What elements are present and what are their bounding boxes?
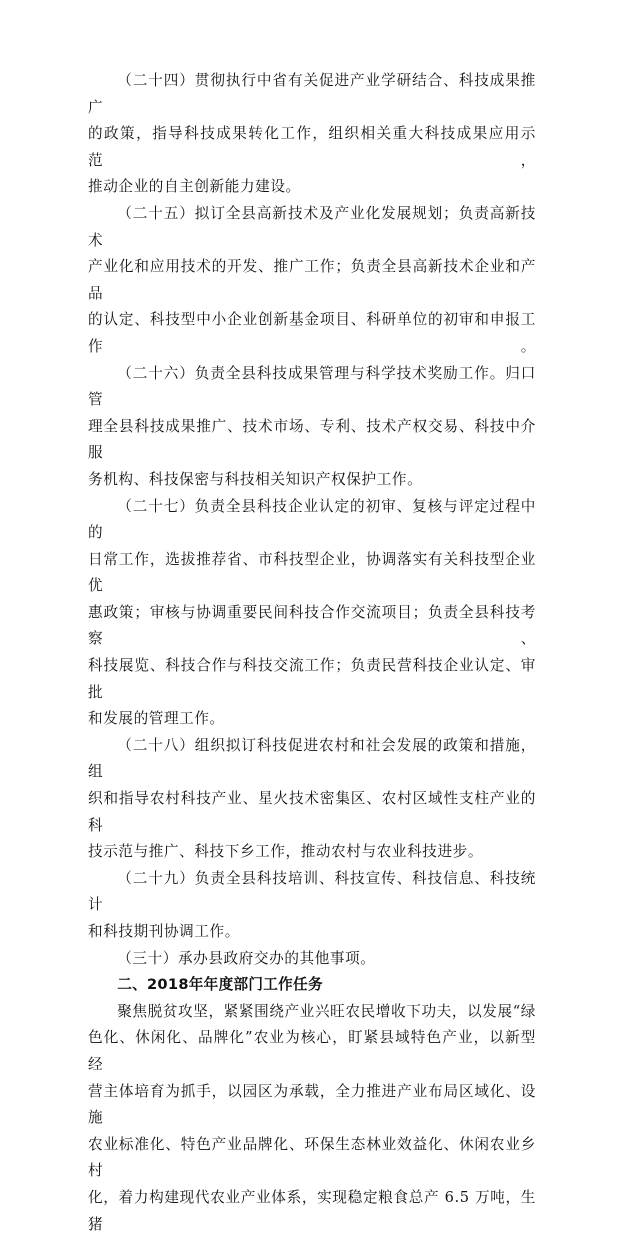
paragraph-25	[88, 201, 536, 361]
text-line: （二十五）拟订全县高新技术及产业化发展规划；负责高新技术	[88, 204, 536, 249]
text-line: 化，着力构建现代农业产业体系，实现稳定粮食总产 6.5 万吨，生猪	[88, 1188, 536, 1233]
text-line: 产业化和应用技术的开发、推广工作；负责全县高新技术企业和产品	[88, 258, 536, 302]
text-line: （二十七）负责全县科技企业认定的初审、复核与评定过程中的	[88, 497, 536, 542]
paragraph-28	[88, 733, 536, 866]
closing-paragraph	[88, 999, 536, 1238]
text-line: 聚焦脱贫攻坚，紧紧围绕产业兴旺农民增收下功夫，以发展“绿	[117, 1002, 536, 1020]
text-line: 技示范与推广、科技下乡工作，推动农村与农业科技进步。	[88, 843, 484, 861]
paragraph-30	[88, 946, 536, 973]
text-line: （二十八）组织拟订科技促进农村和社会发展的政策和措施，组	[88, 736, 536, 781]
text-line: （二十六）负责全县科技成果管理与科学技术奖励工作。归口管	[88, 364, 536, 409]
text-line: 农业标准化、特色产业品牌化、环保生态林业效益化、休闲农业乡村	[88, 1135, 536, 1180]
paragraph-27	[88, 494, 536, 733]
text-line: 务机构、科技保密与科技相关知识产权保护工作。	[88, 470, 423, 488]
text-line: 日常工作，选拔推荐省、市科技型企业，协调落实有关科技型企业优	[88, 550, 536, 595]
text-line: 色化、休闲化、品牌化”农业为核心，盯紧县域特色产业，以新型经	[88, 1029, 536, 1073]
paragraph-24	[88, 68, 536, 201]
paragraph-29	[88, 866, 536, 946]
text-line: 惠政策；审核与协调重要民间科技合作交流项目；负责全县科技考察、	[88, 603, 536, 648]
section-heading: 二、2018年年度部门工作任务	[117, 976, 323, 994]
text-line: （二十四）贯彻执行中省有关促进产业学研结合、科技成果推广	[88, 72, 536, 116]
text-line: 的认定、科技型中小企业创新基金项目、科研单位的初审和申报工作。	[88, 311, 536, 355]
text-line: （二十九）负责全县科技培训、科技宣传、科技信息、科技统计	[88, 869, 536, 914]
text-line: （三十）承办县政府交办的其他事项。	[117, 949, 376, 967]
text-line: 和科技期刊协调工作。	[88, 923, 240, 940]
text-line: 的政策，指导科技成果转化工作，组织相关重大科技成果应用示范，	[88, 125, 536, 169]
text-line: 织和指导农村科技产业、星火技术密集区、农村区域性支柱产业的科	[88, 790, 536, 834]
text-line: 营主体培育为抓手，以园区为承载，全力推进产业布局区域化、设施	[88, 1082, 536, 1127]
text-line: 科技展览、科技合作与科技交流工作；负责民营科技企业认定、审批	[88, 657, 536, 701]
text-line: 理全县科技成果推广、技术市场、专利、技术产权交易、科技中介服	[88, 417, 536, 462]
document-body	[88, 68, 536, 1238]
text-line: 推动企业的自主创新能力建设。	[88, 178, 301, 196]
paragraph-26	[88, 361, 536, 494]
text-line: 和发展的管理工作。	[88, 710, 225, 728]
